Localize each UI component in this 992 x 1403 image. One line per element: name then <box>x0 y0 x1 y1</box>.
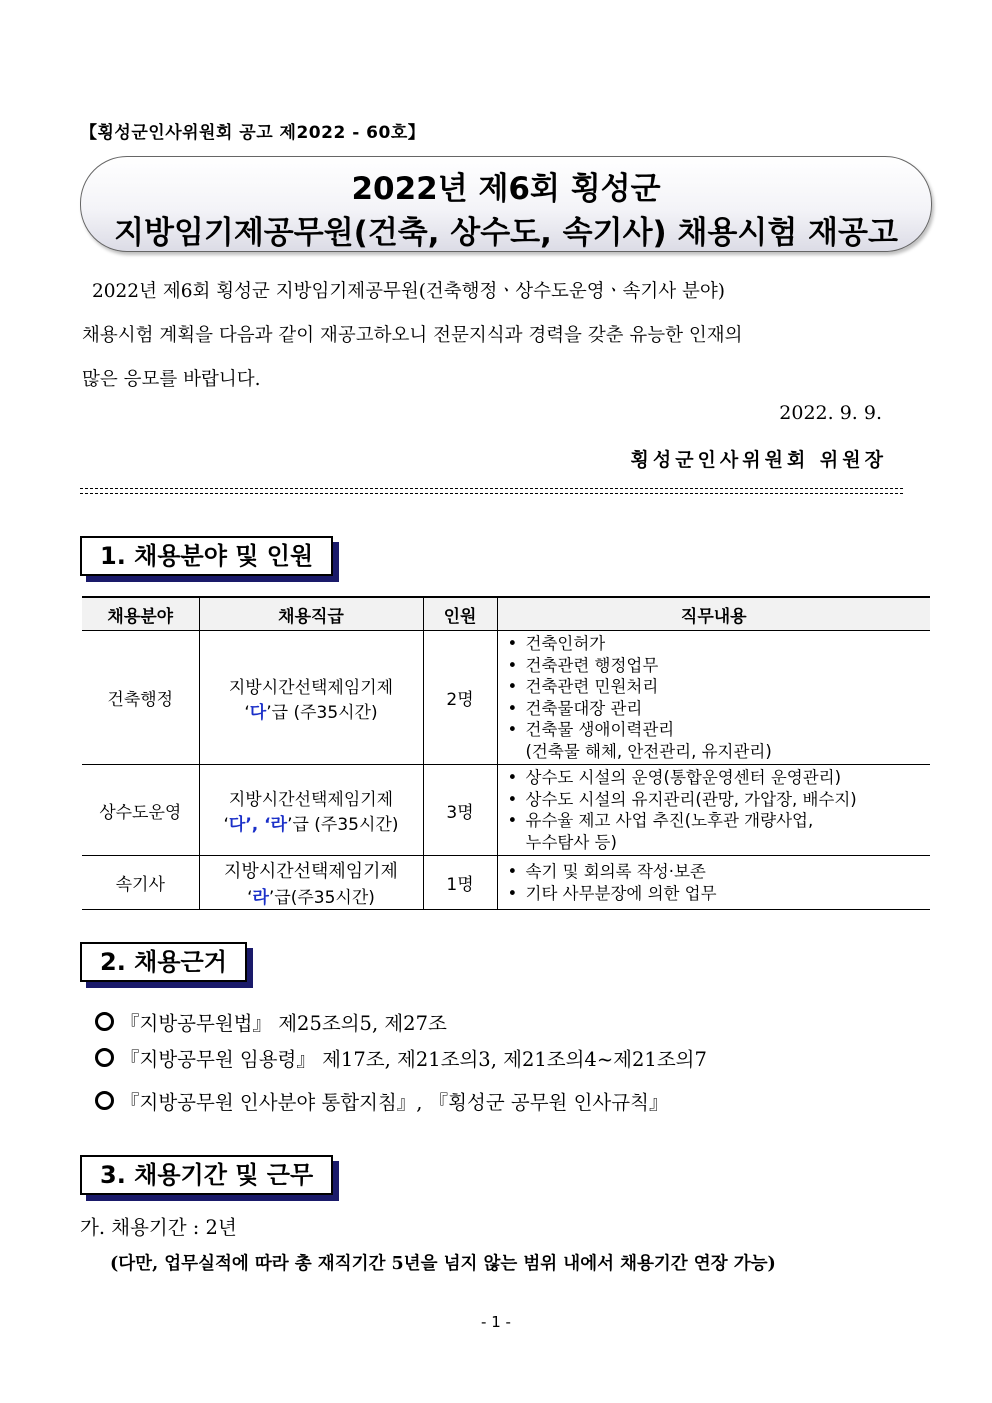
signature: 횡성군인사위원회 위원장 <box>630 449 887 471</box>
grade-cell <box>199 765 423 856</box>
quote-mark: ‘ <box>223 815 229 835</box>
bullet-icon: • <box>507 720 518 739</box>
duty-text: 건축물 생애이력관리 <box>525 720 675 739</box>
recruitment-table <box>82 596 930 910</box>
divider <box>80 488 903 494</box>
notice-number: 【횡성군인사위원회 공고 제2022 - 60호】 <box>80 123 426 143</box>
duties-cell <box>497 856 930 910</box>
list-item <box>508 676 931 698</box>
list-item <box>508 767 931 789</box>
grade-mark: 다 <box>249 702 267 723</box>
duty-text: 유수율 제고 사업 추진(노후관 개량사업, <box>525 811 814 830</box>
list-item <box>508 883 931 905</box>
quote-mark: ‘ <box>244 702 250 723</box>
basis-item <box>95 1087 668 1115</box>
title-box <box>80 156 932 252</box>
bullet-icon: • <box>507 655 518 675</box>
list-item <box>508 698 931 720</box>
basis-text: 『지방공무원법』 제25조의5, 제27조 <box>120 1012 447 1035</box>
intro-line-3: 많은 응모를 바랍니다. <box>82 369 261 390</box>
duty-text: 상수도 시설의 유지관리(관망, 가압장, 배수지) <box>525 789 857 809</box>
list-item <box>508 633 931 655</box>
grade-title: 지방시간선택제임기제 <box>228 790 394 810</box>
basis-item <box>95 1044 707 1072</box>
duty-text: 건축관련 민원처리 <box>525 677 659 696</box>
field-cell: 상수도운영 <box>82 765 199 856</box>
grade-mark: 라 <box>252 888 269 908</box>
bullet-icon: • <box>507 698 518 718</box>
grade-mark: 다’, ‘라 <box>228 815 288 835</box>
intro-paragraph <box>82 270 912 402</box>
basis-item <box>95 1008 447 1036</box>
intro-line-2: 채용시험 계획을 다음과 같이 재공고하오니 전문지식과 경력을 갖춘 유능한 인재의 <box>82 325 743 346</box>
duty-text: 건축관련 행정업무 <box>525 655 659 675</box>
list-item <box>508 810 931 832</box>
grade-detail <box>200 810 423 835</box>
table-row <box>82 631 930 765</box>
notice-date: 2022. 9. 9. <box>779 402 882 424</box>
field-cell: 속기사 <box>82 856 199 910</box>
count-cell: 1명 <box>423 856 497 910</box>
section-2-heading: 2. 채용근거 <box>80 942 247 982</box>
circle-bullet-icon <box>95 1091 114 1110</box>
grade-suffix: ’급 (주35시간) <box>266 702 378 723</box>
column-header: 채용분야 <box>82 597 199 631</box>
column-header: 인원 <box>423 597 497 631</box>
list-item-continuation: 누수탐사 등) <box>525 832 617 852</box>
duty-text: 상수도 시설의 운영(통합운영센터 운영관리) <box>525 768 842 787</box>
circle-bullet-icon <box>95 1012 114 1031</box>
grade-suffix: ’급(주35시간) <box>268 888 375 908</box>
grade-detail <box>200 698 423 723</box>
duties-cell <box>497 631 930 765</box>
grade-detail <box>200 883 423 908</box>
quote-mark: ‘ <box>247 888 253 908</box>
extension-note: (다만, 업무실적에 따라 총 재직기간 5년을 넘지 않는 범위 내에서 채용기간 연장 가능) <box>110 1254 776 1274</box>
grade-title: 지방시간선택제임기제 <box>228 677 394 698</box>
table-row <box>82 856 930 910</box>
list-item <box>508 789 931 811</box>
column-header: 직무내용 <box>497 597 930 631</box>
grade-cell <box>199 856 423 910</box>
title-line-2: 지방임기제공무원(건축, 상수도, 속기사) 채용시험 재공고 <box>114 215 898 251</box>
duty-text: 건축인허가 <box>525 634 606 653</box>
table-header-row <box>82 597 930 631</box>
list-item-continuation: (건축물 해체, 안전관리, 유지관리) <box>525 741 772 761</box>
bullet-icon: • <box>507 883 518 903</box>
duty-text: 건축물대장 관리 <box>525 698 643 718</box>
duty-text: 기타 사무분장에 의한 업무 <box>525 883 717 903</box>
bullet-icon: • <box>507 677 518 696</box>
bullet-icon: • <box>507 862 518 881</box>
count-cell: 3명 <box>423 765 497 856</box>
grade-title: 지방시간선택제임기제 <box>224 861 398 882</box>
section-3-heading: 3. 채용기간 및 근무 <box>80 1155 333 1195</box>
list-item <box>508 719 931 741</box>
basis-text: 『지방공무원 임용령』 제17조, 제21조의3, 제21조의4~제21조의7 <box>120 1048 707 1071</box>
duties-cell <box>497 765 930 856</box>
bullet-icon: • <box>507 768 518 787</box>
page-number: - 1 - <box>481 1313 511 1331</box>
list-item <box>508 861 931 883</box>
list-item <box>508 655 931 677</box>
circle-bullet-icon <box>95 1048 114 1067</box>
section-1-heading: 1. 채용분야 및 인원 <box>80 536 333 576</box>
title-line-1: 2022년 제6회 횡성군 <box>351 171 661 207</box>
field-cell: 건축행정 <box>82 631 199 765</box>
table-row <box>82 765 930 856</box>
bullet-icon: • <box>507 811 518 830</box>
duty-text: 속기 및 회의록 작성·보존 <box>525 862 706 881</box>
count-cell: 2명 <box>423 631 497 765</box>
employment-period: 가. 채용기간 : 2년 <box>80 1216 237 1239</box>
column-header: 채용직급 <box>199 597 423 631</box>
grade-cell <box>199 631 423 765</box>
grade-suffix: ’급 (주35시간) <box>287 815 399 835</box>
basis-text: 『지방공무원 인사분야 통합지침』, 『횡성군 공무원 인사규칙』 <box>120 1091 669 1114</box>
intro-line-1: 2022년 제6회 횡성군 지방임기제공무원(건축행정ㆍ상수도운영ㆍ속기사 분야) <box>92 281 725 302</box>
bullet-icon: • <box>507 634 518 653</box>
bullet-icon: • <box>507 789 518 809</box>
